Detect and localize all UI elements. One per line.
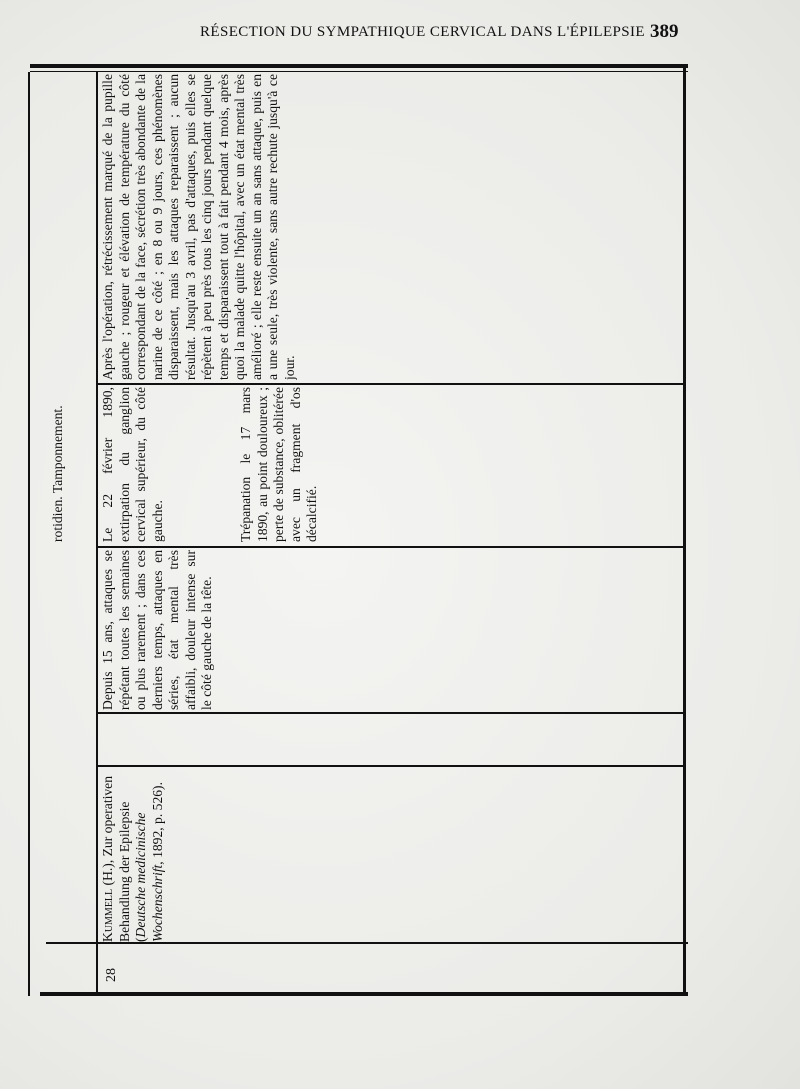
operation-second-cell: Trépanation le 17 mars 1890, au point douloureux ; perte de substance, oblitérée avec un fragment d'os décalcifié.: [238, 387, 319, 542]
citation-cell: [100, 770, 215, 942]
table-top-rule-thin: [30, 71, 688, 72]
column-rule-2: [96, 72, 98, 996]
author-name: Kummell: [100, 888, 115, 942]
column-separator-results: [96, 383, 684, 385]
journal-title: Deutsche medicinische Wochenschrift: [133, 812, 165, 942]
results-cell: Après l'opération, rétrécissement marqué de la pupille gauche ; rougeur et élévation de température du côté correspondant de la face, sécrétion très abondante de la narine de ce côté ; en 8 ou 9 jours, ces phénomènes disparaissent, mais les attaques reparaissent ; aucun résultat. Jusqu'au 3 avril, pas d'attaques, puis elles se répètent à peu près tous les cinq jours pendant quelque temps et disparaissent tout à fait pendant 4 mois, après quoi la malade quitte l'hôpital, avec un état mental très amélioré ; elle reste ensuite un an sans attaque, puis en a une seule, très violente, sans autre rechute jusqu'à ce jour.: [100, 74, 297, 380]
column-separator-operation: [96, 546, 684, 548]
column-separator-citation: [96, 765, 684, 767]
page-number: 389: [650, 21, 679, 42]
citation-end: , 1892, p. 526).: [149, 782, 165, 865]
row-separator-rule: [46, 942, 688, 944]
author-rest: (H.), Zur operativen Behandlung der Epilepsie (: [100, 775, 148, 942]
operation-first-cell: Le 22 février 1890, extirpation du ganglion cervical supérieur, du côté gauche.: [100, 387, 165, 542]
row-number: 28: [104, 968, 119, 982]
prior-treatment-cell: rotidien. Tamponnement.: [50, 405, 65, 542]
column-rule-3: [28, 72, 30, 996]
column-rule-1: [683, 68, 686, 996]
running-title: RÉSECTION DU SYMPATHIQUE CERVICAL DANS L'ÉPILEPSIE: [200, 24, 645, 40]
table-bottom-rule: [40, 992, 688, 996]
history-cell: Depuis 15 ans, attaques se répétant toutes les semaines ou plus rarement ; dans ces derniers temps, attaques en séries, état mental très affaibli, douleur intense sur le côté gauche de la tête.: [100, 550, 214, 710]
column-separator-history: [96, 712, 684, 714]
table-top-rule: [30, 64, 688, 68]
